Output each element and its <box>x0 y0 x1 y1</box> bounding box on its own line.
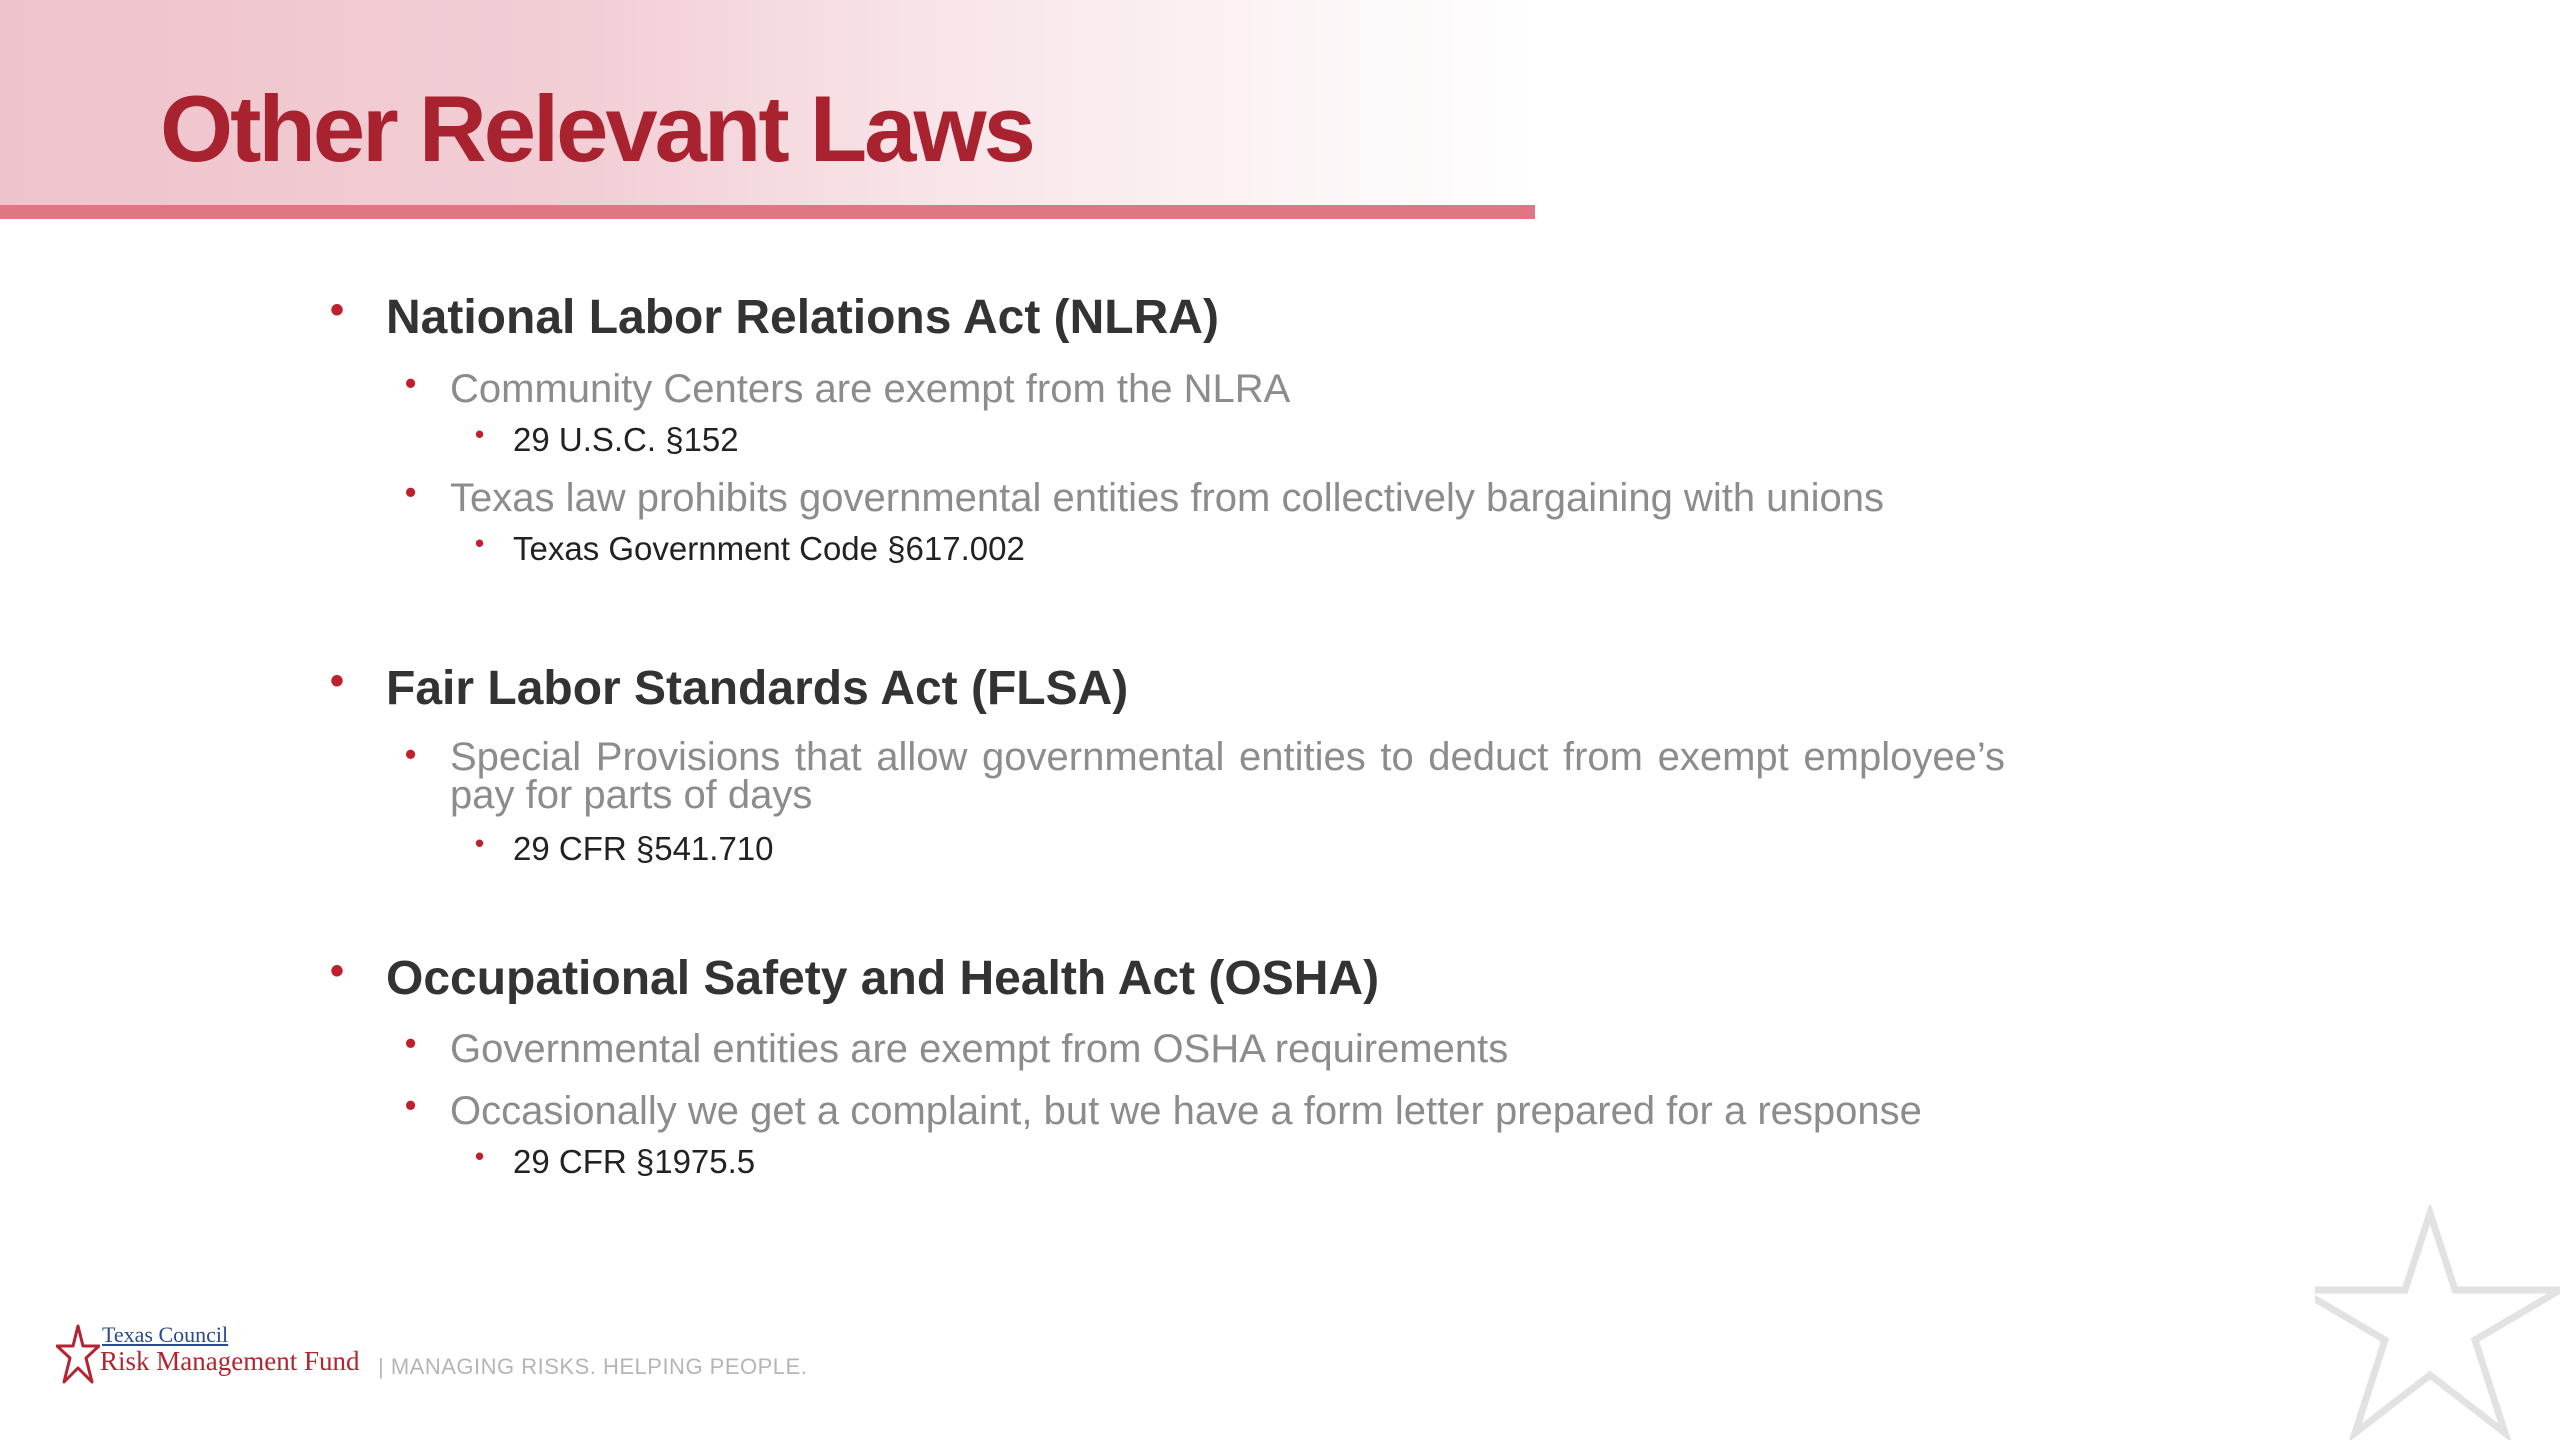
bullet-dot: • <box>405 365 417 401</box>
bullet-dot: • <box>405 474 417 510</box>
citation-text: Texas Government Code §617.002 <box>513 530 1025 567</box>
bullet-dot: • <box>405 1025 417 1061</box>
title-underline-rule <box>0 205 1535 219</box>
citation-text: 29 U.S.C. §152 <box>513 421 739 458</box>
point-text: Community Centers are exempt from the NLRA <box>450 367 1291 411</box>
section-heading-text: Fair Labor Standards Act (FLSA) <box>386 662 1129 715</box>
section-heading-text: Occupational Safety and Health Act (OSHA) <box>386 952 1380 1005</box>
bullet-dot: • <box>475 828 485 858</box>
logo-org-line2: Risk Management Fund <box>100 1346 360 1376</box>
star-icon <box>56 1324 100 1386</box>
point-text: Occasionally we get a complaint, but we have a form letter prepared for a response <box>450 1089 1922 1133</box>
bullet-dot: • <box>475 1141 485 1171</box>
citation-text: 29 CFR §1975.5 <box>513 1143 756 1180</box>
point-text: Texas law prohibits governmental entities from collectively bargaining with unions <box>450 476 1885 520</box>
bullet-dot: • <box>405 736 417 772</box>
bullet-dot: • <box>475 528 485 558</box>
bullet-dot: • <box>475 419 485 449</box>
logo-org-line1: Texas Council <box>102 1322 229 1347</box>
point-text: Special Provisions that allow governmental entities to deduct from exempt employee’s pay for parts of days <box>450 735 2005 817</box>
point-text: Governmental entities are exempt from OSHA requirements <box>450 1027 1509 1071</box>
bullet-dot: • <box>330 949 345 993</box>
star-outline-icon <box>2315 1205 2560 1440</box>
citation-text: 29 CFR §541.710 <box>513 830 774 867</box>
bullet-dot: • <box>330 659 345 703</box>
footer-logo <box>56 1318 816 1388</box>
footer-tagline: | MANAGING RISKS. HELPING PEOPLE. <box>378 1354 808 1379</box>
bullet-dot: • <box>405 1087 417 1123</box>
section-heading-text: National Labor Relations Act (NLRA) <box>386 291 1219 344</box>
slide-title: Other Relevant Laws <box>160 76 1033 181</box>
bullet-dot: • <box>330 288 345 332</box>
